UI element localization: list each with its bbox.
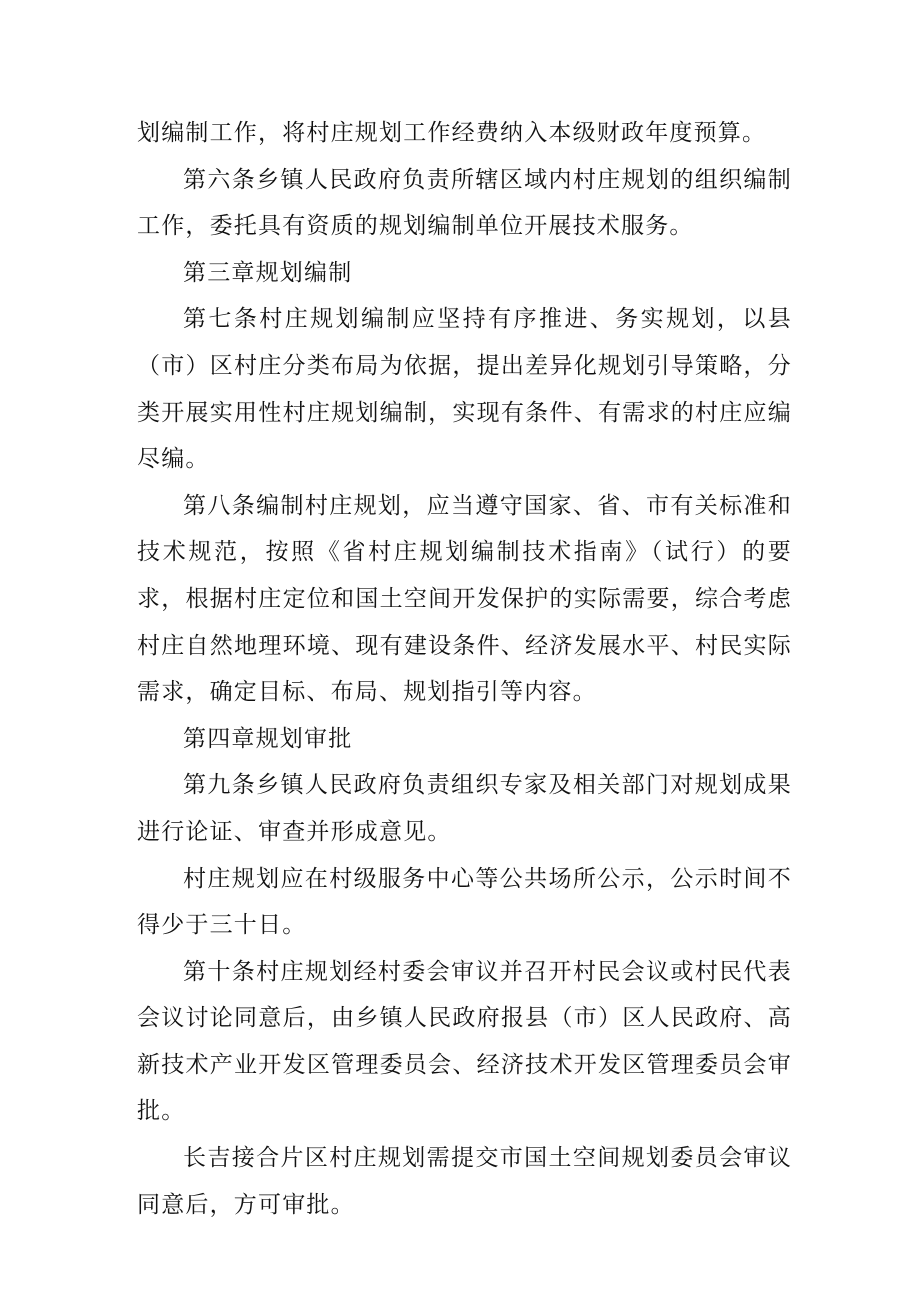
chapter-3-heading: 第三章规划编制 <box>183 259 353 286</box>
paragraph-publicity: 村庄规划应在村级服务中心等公共场所公示，公示时间不得少于三十日。 <box>137 865 792 939</box>
paragraph-article-8: 第八条编制村庄规划，应当遵守国家、省、市有关标准和技术规范，按照《省村庄规划编制技术指南》（试行）的要求，根据村庄定位和国土空间开发保护的实际需要，综合考虑村庄自然地理环境、现有建设条件、经济发展水平、村民实际需求，确定目标、布局、规划指引等内容。 <box>137 492 792 706</box>
paragraph-article-10: 第十条村庄规划经村委会审议并召开村民会议或村民代表会议讨论同意后，由乡镇人民政府报县（市）区人民政府、高新技术产业开发区管理委员会、经济技术开发区管理委员会审批。 <box>137 958 792 1125</box>
paragraph-continued: 划编制工作，将村庄规划工作经费纳入本级财政年度预算。 <box>137 120 767 146</box>
paragraph-article-9: 第九条乡镇人民政府负责组织专家及相关部门对规划成果进行论证、审查并形成意见。 <box>137 772 792 845</box>
paragraph-changji: 长吉接合片区村庄规划需提交市国土空间规划委员会审议同意后，方可审批。 <box>137 1145 792 1218</box>
document-body <box>137 110 792 1228</box>
paragraph-article-7: 第七条村庄规划编制应坚持有序推进、务实规划，以县（市）区村庄分类布局为依据，提出差异化规划引导策略，分类开展实用性村庄规划编制，实现有条件、有需求的村庄应编尽编。 <box>137 306 792 473</box>
chapter-4-heading: 第四章规划审批 <box>183 725 353 752</box>
paragraph-article-6: 第六条乡镇人民政府负责所辖区域内村庄规划的组织编制工作，委托具有资质的规划编制单位开展技术服务。 <box>137 166 792 240</box>
